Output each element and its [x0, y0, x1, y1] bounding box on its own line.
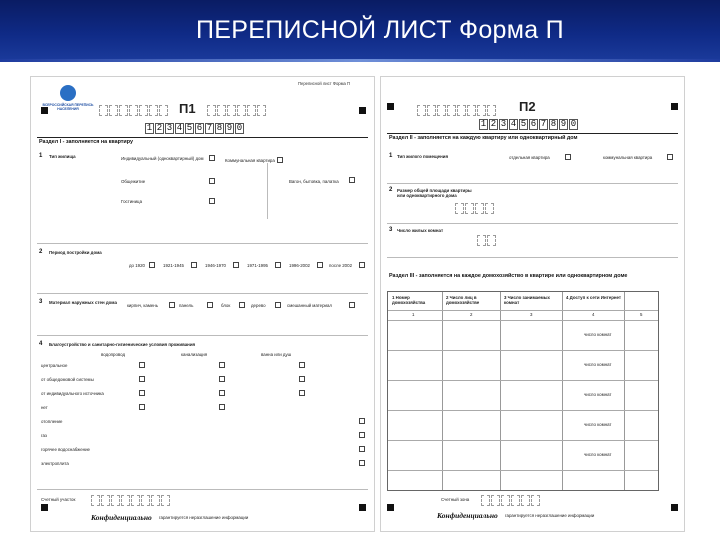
row-note: число комнат [584, 332, 612, 337]
table-header: 2 Число лиц в домохозяйстве [446, 295, 480, 306]
col-number: 3 [530, 312, 533, 317]
corner-marker-icon [359, 107, 366, 114]
table-header: 1 Номер домохозяйства [392, 295, 426, 306]
q1-option: Общежитие [121, 179, 146, 184]
amenity-row: электроплита [41, 461, 69, 466]
corner-marker-icon [359, 504, 366, 511]
q3-checkbox[interactable] [207, 302, 213, 308]
amenity-row: отопление [41, 419, 63, 424]
amenity-col-header: канализация [181, 352, 208, 357]
amenity-row: от общедомовой системы [41, 377, 94, 382]
q3-checkbox[interactable] [169, 302, 175, 308]
sample-digits: 1 2 3 4 5 6 7 8 9 0 [146, 123, 243, 133]
section-divider [37, 489, 368, 490]
row-note: число комнат [584, 392, 612, 397]
q3-number: 3 [389, 227, 393, 233]
amenity-checkbox[interactable] [359, 418, 365, 424]
table-header: 3 Число занимаемых комнат [504, 295, 550, 306]
section-rule [387, 133, 678, 134]
q1-divider [267, 163, 268, 219]
q3-option: блок [221, 303, 231, 308]
amenity-checkbox[interactable] [139, 376, 145, 382]
section-divider [37, 243, 368, 244]
amenity-row: нет [41, 405, 48, 410]
amenity-col-header: водопровод [101, 352, 126, 357]
form-p1-section-title: Раздел I - заполняется на квартиру [39, 139, 133, 145]
q1-checkbox[interactable] [667, 154, 673, 160]
q1-checkbox[interactable] [277, 157, 283, 163]
form-p2-sheet [380, 76, 685, 532]
footer-cells [481, 495, 541, 506]
form-p1-sheet [30, 76, 375, 532]
q1-option: Вагон, бытовка, палатка [289, 179, 339, 184]
q3-option: дерево [251, 303, 266, 308]
amenity-row: центральное [41, 363, 68, 368]
corner-marker-icon [41, 504, 48, 511]
section-rule [37, 137, 368, 138]
table-header: 4 Доступ к сети Интернет [566, 295, 622, 300]
rooms-cells[interactable] [477, 235, 497, 246]
form-p2-section-title: Раздел II - заполняется на каждую квартиру или одноквартирный дом [389, 135, 578, 141]
q4-label: Благоустройство и санитарно-гигиенические условия проживания [49, 342, 196, 347]
amenity-checkbox[interactable] [139, 390, 145, 396]
confidential-label: Конфиденциально [91, 513, 152, 522]
q1-checkbox[interactable] [209, 155, 215, 161]
q1-option: коммунальная квартира [603, 155, 653, 160]
corner-marker-icon [387, 103, 394, 110]
confidential-note: гарантируется неразглашение информации [505, 513, 595, 518]
slide-title-bar [0, 0, 720, 62]
row-note: число комнат [584, 362, 612, 367]
q1-option: Индивидуальный (одноквартирный) дом [121, 156, 204, 161]
amenity-row: от индивидуального источника [41, 391, 104, 396]
q1-checkbox[interactable] [209, 198, 215, 204]
code-cells [207, 105, 267, 116]
q3-option: кирпич, камень [127, 303, 159, 308]
q2-option: 1946-1970 [205, 263, 226, 268]
q1-checkbox[interactable] [209, 178, 215, 184]
form-p1-code: П1 [179, 101, 196, 116]
footer-cells [91, 495, 171, 506]
q2-option: 1971-1995 [247, 263, 268, 268]
sample-digits: 1 2 3 4 5 6 7 8 9 0 [480, 119, 577, 129]
amenity-checkbox[interactable] [299, 376, 305, 382]
area-cells[interactable] [455, 203, 495, 214]
corner-marker-icon [41, 107, 48, 114]
q2-checkbox[interactable] [191, 262, 197, 268]
slide-title: ПЕРЕПИСНОЙ ЛИСТ Форма П [196, 16, 564, 44]
q1-number: 1 [39, 153, 43, 159]
section-divider [387, 223, 678, 224]
col-number: 2 [470, 312, 473, 317]
q4-number: 4 [39, 341, 43, 347]
amenity-checkbox[interactable] [219, 362, 225, 368]
amenity-checkbox[interactable] [299, 390, 305, 396]
q2-checkbox[interactable] [317, 262, 323, 268]
q2-option: 1996-2002 [289, 263, 310, 268]
confidential-label: Конфиденциально [437, 511, 498, 520]
amenity-checkbox[interactable] [299, 362, 305, 368]
q3-label: Число жилых комнат [397, 228, 444, 233]
q3-option: смешанный материал [287, 303, 332, 308]
section-divider [37, 335, 368, 336]
q2-option: после 2002 [329, 263, 353, 268]
q2-label: Период постройки дома [49, 250, 102, 255]
form-p1-header-title: Переписной лист Форма П [297, 81, 351, 86]
q1-number: 1 [389, 153, 393, 159]
section3-title: Раздел III - заполняется на каждое домохозяйство в квартире или одноквартирном доме [389, 273, 628, 279]
q2-option: до 1920 [129, 263, 145, 268]
row-note: число комнат [584, 422, 612, 427]
section-divider [387, 183, 678, 184]
corner-marker-icon [671, 103, 678, 110]
amenity-checkbox[interactable] [139, 362, 145, 368]
q3-checkbox[interactable] [239, 302, 245, 308]
amenity-col-header: ванна или душ [261, 352, 292, 357]
footer-zone-label: Счетный участок [41, 497, 76, 502]
q2-checkbox[interactable] [359, 262, 365, 268]
q1-checkbox[interactable] [565, 154, 571, 160]
q3-label: Материал наружных стен дома [49, 300, 117, 305]
q2-option: 1921-1945 [163, 263, 184, 268]
amenity-row: газ [41, 433, 47, 438]
q3-checkbox[interactable] [275, 302, 281, 308]
q2-number: 2 [39, 249, 43, 255]
col-number: 5 [640, 312, 643, 317]
col-number: 4 [592, 312, 595, 317]
amenity-checkbox[interactable] [219, 376, 225, 382]
section-divider [37, 293, 368, 294]
footer-zone-label: Счетный зона [441, 497, 470, 502]
q3-option: панель [179, 303, 194, 308]
amenity-checkbox[interactable] [359, 460, 365, 466]
logo-text: ВСЕРОССИЙСКАЯ ПЕРЕПИСЬ НАСЕЛЕНИЯ [42, 103, 94, 111]
q2-label: Размер общей площади квартиры или одноквартирного дома [397, 188, 472, 199]
q2-checkbox[interactable] [233, 262, 239, 268]
code-cells [417, 105, 497, 116]
amenity-checkbox[interactable] [219, 404, 225, 410]
corner-marker-icon [387, 504, 394, 511]
amenity-row: горячее водоснабжение [41, 447, 90, 452]
q3-checkbox[interactable] [349, 302, 355, 308]
q1-label: Тип жилища [49, 154, 76, 159]
q1-checkbox[interactable] [349, 177, 355, 183]
q3-number: 3 [39, 299, 43, 305]
form-p1-header [284, 81, 364, 86]
q2-checkbox[interactable] [275, 262, 281, 268]
code-cells [99, 105, 169, 116]
q1-option: Коммунальная квартира [225, 158, 275, 163]
logo-emblem-icon [60, 85, 76, 101]
amenity-checkbox[interactable] [139, 404, 145, 410]
col-number: 1 [412, 312, 415, 317]
q1-label: Тип жилого помещения [397, 154, 449, 159]
amenity-checkbox[interactable] [359, 432, 365, 438]
amenity-checkbox[interactable] [219, 390, 225, 396]
confidential-note: гарантируется неразглашение информации [159, 515, 249, 520]
form-p2-code: П2 [519, 99, 536, 114]
q1-option: Гостиница [121, 199, 143, 204]
corner-marker-icon [671, 504, 678, 511]
q1-option: отдельная квартира [509, 155, 550, 160]
households-table [387, 291, 659, 491]
q2-number: 2 [389, 187, 393, 193]
q2-checkbox[interactable] [149, 262, 155, 268]
amenity-checkbox[interactable] [359, 446, 365, 452]
row-note: число комнат [584, 452, 612, 457]
section-divider [387, 257, 678, 258]
